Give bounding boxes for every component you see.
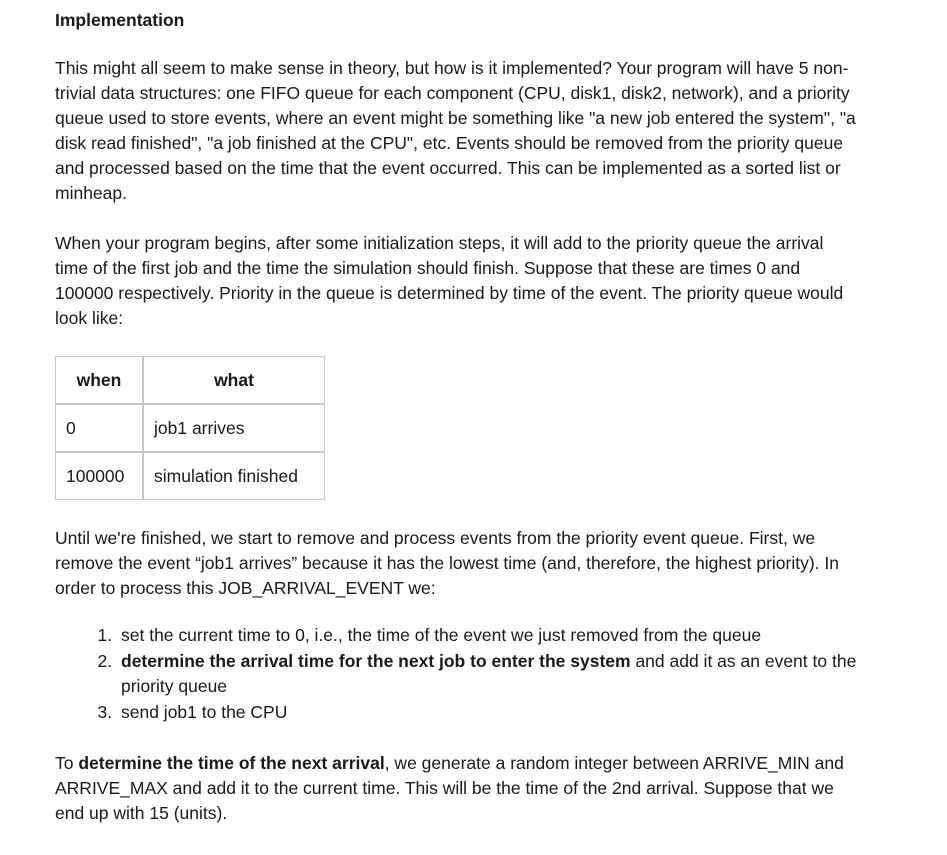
cell-what: job1 arrives <box>143 404 325 452</box>
cell-when: 100000 <box>55 452 143 500</box>
header-what: what <box>143 356 325 404</box>
next-arrival-paragraph <box>55 751 855 826</box>
cell-what: simulation finished <box>143 452 325 500</box>
cell-when: 0 <box>55 404 143 452</box>
step-3-text: send job1 to the CPU <box>121 701 288 722</box>
processing-paragraph: Until we're finished, we start to remove and process events from the priority event queue. First, we remove the event “job1 arrives” because it has the lowest time (and, therefore, the highest priority). In order to process this JOB_ARRIVAL_EVENT we: <box>55 528 839 598</box>
list-item <box>117 700 857 726</box>
header-when: when <box>55 356 143 404</box>
priority-queue-table <box>55 356 325 500</box>
intro-paragraph: This might all seem to make sense in theory, but how is it implemented? Your program will have 5 non-trivial data structures: one FIFO queue for each component (CPU, disk1, disk2, network), and a priority queue used to store events, where an event might be something like "a new job entered the system", "a disk read finished", "a job finished at the CPU", etc. Events should be removed from the priority queue and processed based on the time that the event occurred. This can be implemented as a sorted list or minheap. <box>55 58 856 203</box>
table-row <box>55 404 325 452</box>
list-item <box>117 623 857 649</box>
section-heading: Implementation <box>55 10 185 30</box>
document-page <box>55 8 915 826</box>
next-arrival-rest: , we generate a random integer between ARRIVE_MIN and ARRIVE_MAX and add it to the current time. This will be the time of the 2nd arrival. Suppose that we end up with 15 (units). <box>55 753 844 823</box>
table-header-row <box>55 356 325 404</box>
step-2-text: and add it as an event to the priority queue <box>121 650 857 696</box>
processing-steps-list <box>55 623 857 725</box>
initialization-paragraph: When your program begins, after some initialization steps, it will add to the priority queue the arrival time of the first job and the time the simulation should finish. Suppose that these are times 0 and 100000 respectively. Priority in the queue is determined by time of the event. The priority queue would look like: <box>55 233 844 328</box>
step-1-text: set the current time to 0, i.e., the time of the event we just removed from the queue <box>121 625 762 645</box>
table-row <box>55 452 325 500</box>
next-arrival-lead: To <box>55 753 79 773</box>
step-2-bold-text: determine the arrival time for the next job to enter the system <box>121 650 631 671</box>
next-arrival-bold: determine the time of the next arrival <box>78 753 385 773</box>
priority-queue-table-wrapper <box>55 356 327 500</box>
list-item <box>117 649 857 700</box>
